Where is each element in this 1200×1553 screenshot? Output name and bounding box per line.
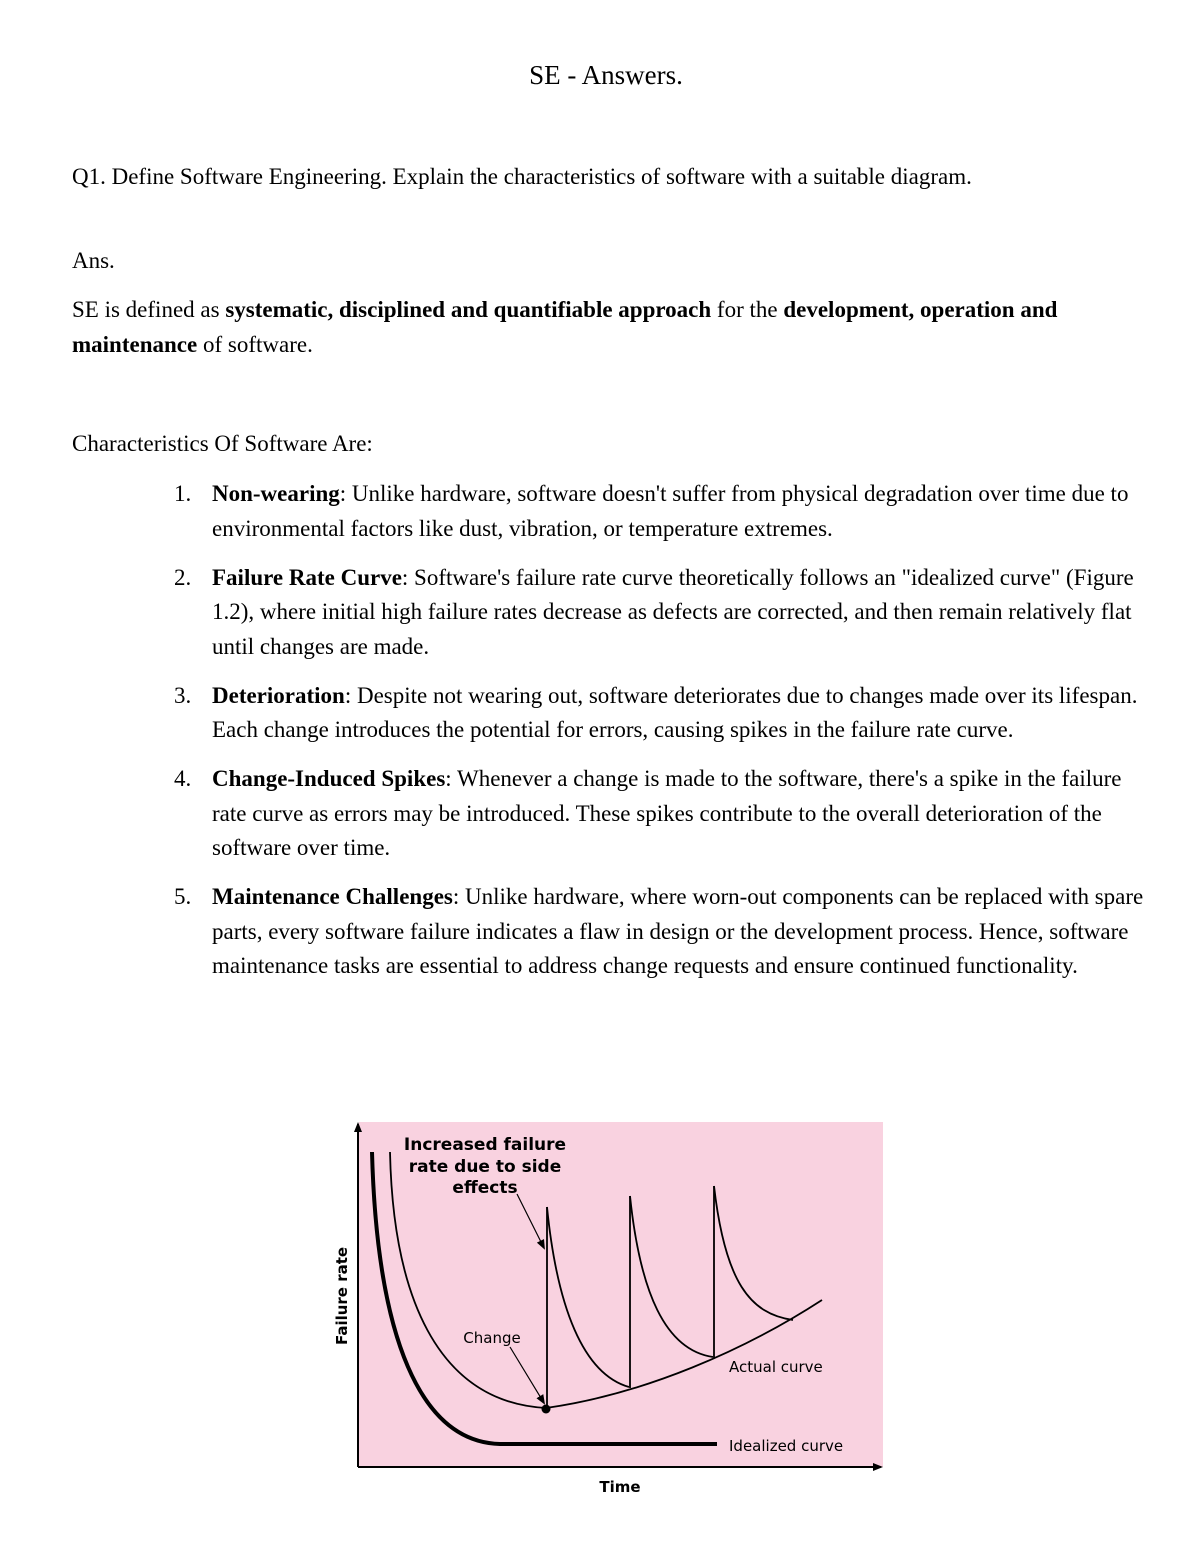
definition-bold-approach: systematic, disciplined and quantifiable approach [225, 297, 712, 322]
definition-bold-scope: development, operation and maintenance [72, 297, 1058, 357]
page-title: SE - Answers. [529, 60, 683, 90]
list-item [174, 477, 1157, 546]
characteristics-list [174, 477, 1157, 998]
item-number: 3. [174, 682, 192, 708]
list-item [174, 762, 1157, 866]
change-label: Change [463, 1329, 521, 1347]
question-text: Q1. Define Software Engineering. Explain the characteristics of software with a suitable diagram. [72, 164, 972, 189]
list-item [174, 880, 1157, 984]
y-axis-label: Failure rate [333, 1246, 351, 1346]
failure-rate-figure [325, 1112, 895, 1502]
item-text: : Despite not wearing out, software deteriorates due to changes made over its lifespan. Each change introduces the potential for errors, causing spikes in the failure rate curve. [212, 682, 1138, 742]
characteristics-heading: Characteristics Of Software Are: [72, 431, 373, 456]
item-text: : Software's failure rate curve theoretically follows an "idealized curve" (Figure 1.2), where initial high failure rates decrease as defects are corrected, and then remain relatively flat until changes are made. [212, 564, 1134, 659]
annotation-line-3: effects [452, 1178, 518, 1198]
definition-paragraph [72, 293, 1152, 362]
annotation-line-1: Increased failure [403, 1135, 567, 1155]
item-number: 1. [174, 481, 192, 506]
answer-label: Ans. [72, 248, 115, 273]
definition-middle: for the [711, 297, 784, 322]
list-item [174, 679, 1157, 748]
change-point [542, 1405, 551, 1414]
definition-suffix: of software. [197, 331, 313, 357]
x-axis-label: Time [599, 1478, 641, 1496]
item-text: : Unlike hardware, where worn-out components can be replaced with spare parts, every software failure indicates a flaw in design or the development process. Hence, software maintenance tasks are essential to address change requests and ensure continued functionality. [212, 884, 1144, 978]
item-term: Deterioration [212, 682, 345, 708]
item-number: 4. [174, 766, 192, 791]
actual-curve-label: Actual curve [729, 1358, 823, 1376]
item-term: Non-wearing [212, 481, 340, 506]
item-text: : Unlike hardware, software doesn't suffer from physical degradation over time due to environmental factors like dust, vibration, or temperature extremes. [212, 481, 1129, 541]
list-item [174, 561, 1157, 665]
item-text: : Whenever a change is made to the software, there's a spike in the failure rate curve as errors may be introduced. These spikes contribute to the overall deterioration of the software over time. [212, 766, 1122, 860]
definition-prefix: SE is defined as [72, 297, 226, 322]
item-number: 5. [174, 884, 192, 909]
item-term: Change-Induced Spikes [212, 766, 446, 791]
idealized-curve-label: Idealized curve [729, 1437, 844, 1455]
failure-rate-diagram [325, 1112, 895, 1502]
item-number: 2. [174, 564, 192, 590]
item-term: Maintenance Challenges [212, 884, 453, 909]
item-term: Failure Rate Curve [212, 564, 402, 590]
annotation-line-2: rate due to side [408, 1157, 562, 1177]
